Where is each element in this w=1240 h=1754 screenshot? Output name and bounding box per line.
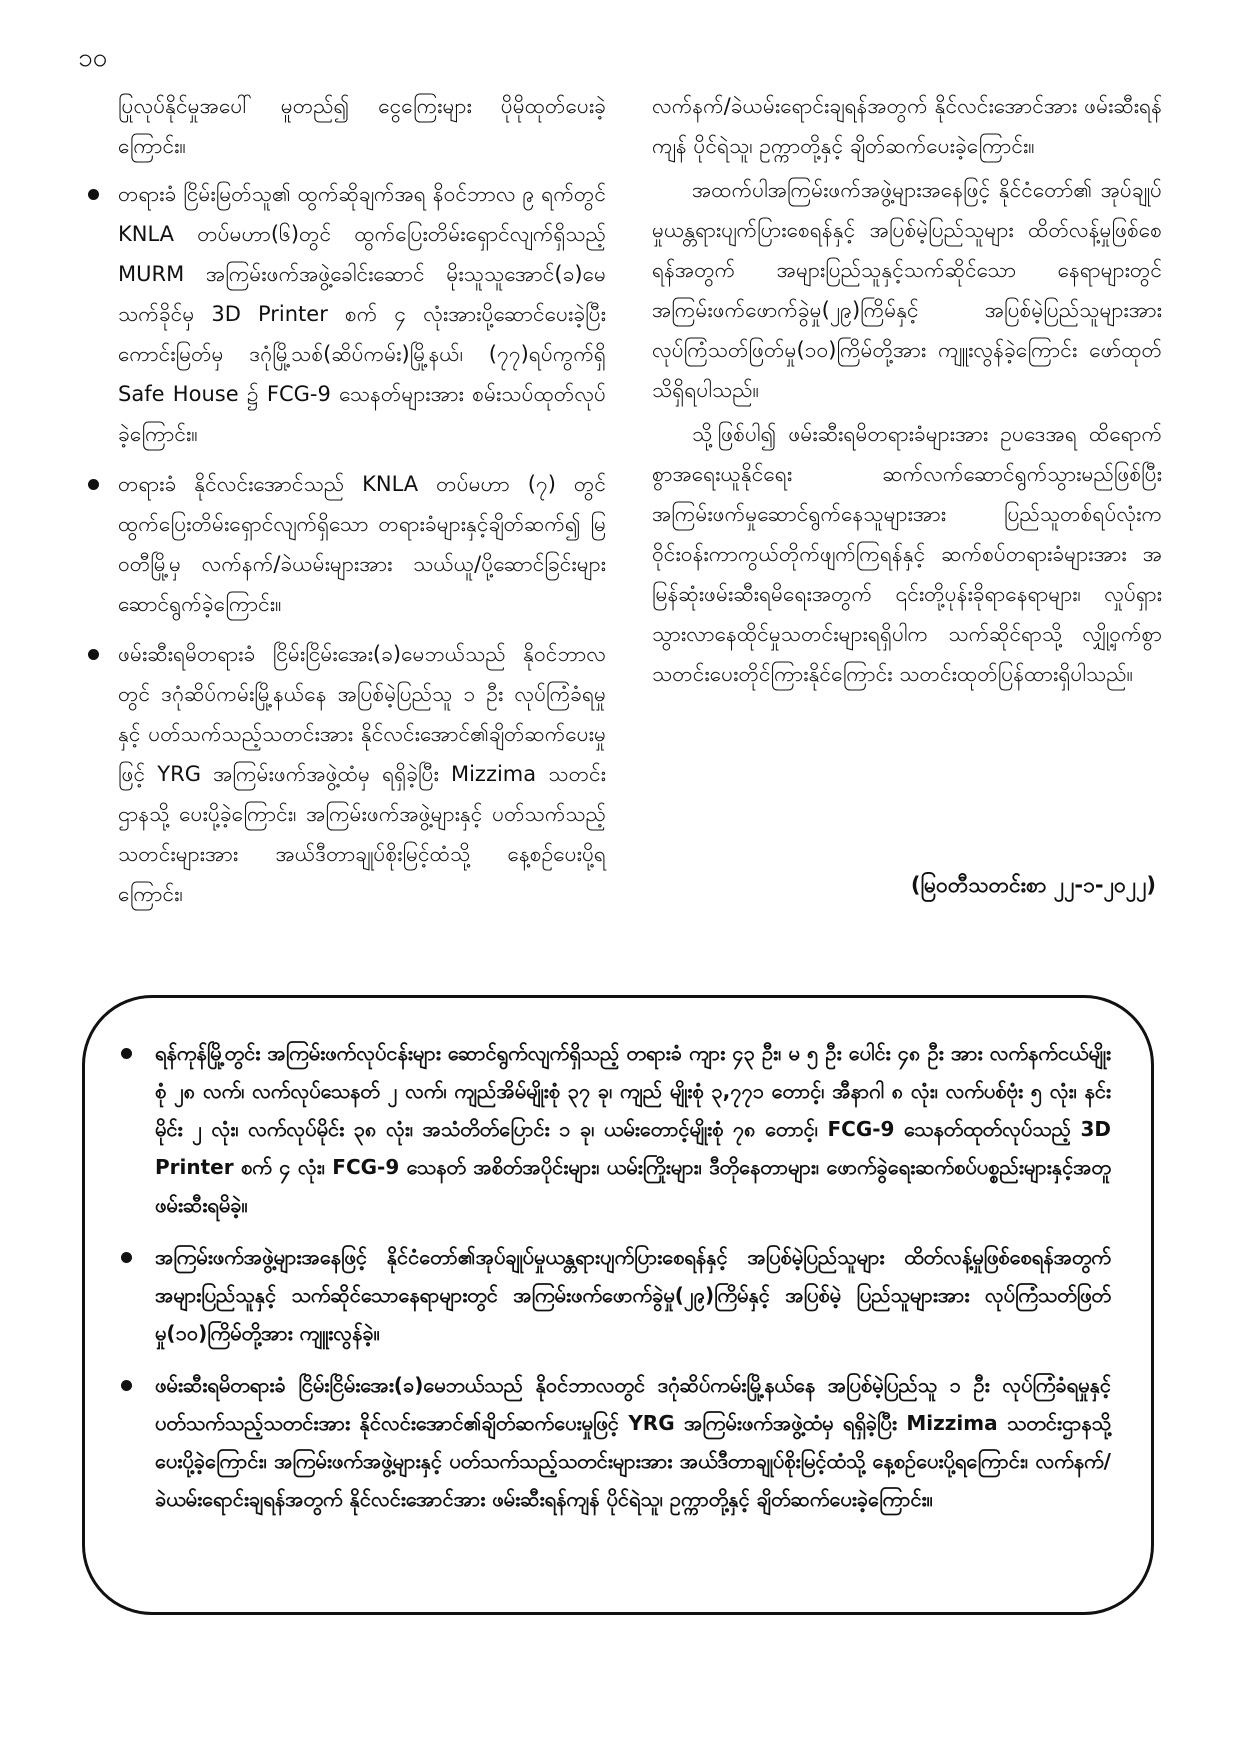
list-item xyxy=(155,1366,1111,1518)
bullet-icon xyxy=(88,189,99,200)
list-item xyxy=(155,1034,1111,1224)
right-column xyxy=(652,86,1162,698)
list-item xyxy=(96,174,606,454)
list-item xyxy=(96,464,606,624)
summary-box xyxy=(82,995,1154,1615)
source-citation: (မြဝတီသတင်းစာ ၂၂-၁-၂၀၂၂) xyxy=(910,873,1156,897)
intro-continuation: ပြုလုပ်နိုင်မှုအပေါ် မူတည်၍ ငွေကြေးများ ပိုမိုထုတ်ပေးခဲ့ကြောင်း။ xyxy=(118,94,606,158)
left-bullet-list xyxy=(96,174,606,914)
page-number: ၁၀ xyxy=(78,43,108,73)
summary-bullet-list xyxy=(155,1034,1111,1518)
bullet-text: ရန်ကုန်မြို့တွင်း အကြမ်းဖက်လုပ်ငန်းများ ဆောင်ရွက်လျက်ရှိသည့် တရားခံ ကျား ၄၃ ဦး၊ မ ၅ ဦး ပေါင်း ၄၈ ဦး အား လက်နက်ငယ်မျိုးစုံ ၂၈ လက်၊ လက်လုပ်သေနတ် ၂ လက်၊ ကျည်အိမ်မျိုးစုံ ၃၇ ခု၊ ကျည် မျိုးစုံ ၃,၇၇၁ တောင့်၊ အီနာဂါ ၈ လုံး၊ လက်ပစ်ဗုံး ၅ လုံး၊ နင်းမိုင်း ၂ လုံး၊ လက်လုပ်မိုင်း ၃၈ လုံး၊ အသံတိတ်ပြောင်း ၁ ခု၊ ယမ်းတောင့်မျိုးစုံ ၇၈ တောင့်၊ FCG-9 သေနတ်ထုတ်လုပ်သည့် 3D Printer စက် ၄ လုံး၊ FCG-9 သေနတ် အစိတ်အပိုင်းများ၊ ယမ်းကြိုးများ၊ ဒီတိုနေတာများ၊ ဖောက်ခွဲရေးဆက်စပ်ပစ္စည်းများနှင့်အတူ ဖမ်းဆီးရမိခဲ့။ xyxy=(155,1041,1111,1217)
bullet-text: တရားခံ နိုင်လင်းအောင်သည် KNLA တပ်မဟာ (၇) တွင် ထွက်ပြေးတိမ်းရှောင်လျက်ရှိသော တရားခံများနှင့်ချိတ်ဆက်၍ မြဝတီမြို့မှ လက်နက်/ခဲယမ်းများအား သယ်ယူ/ပို့ဆောင်ခြင်းများ ဆောင်ရွက်ခဲ့ကြောင်း။ xyxy=(118,472,606,616)
bullet-icon xyxy=(88,479,99,490)
bullet-text: တရားခံ ငြိမ်းမြတ်သူ၏ ထွက်ဆိုချက်အရ နိဝင်ဘာလ ၉ ရက်တွင် KNLA တပ်မဟာ(၆)တွင် ထွက်ပြေးတိမ်းရှောင်လျက်ရှိသည့် MURM အကြမ်းဖက်အဖွဲ့ခေါင်းဆောင် မိုးသူသူအောင်(ခ)မေသက်ခိုင်မှ 3D Printer စက် ၄ လုံးအားပို့ဆောင်ပေးခဲ့ပြီး ကောင်းမြတ်မှ ဒဂုံမြို့သစ်(ဆိပ်ကမ်း)မြို့နယ်၊ (၇၇)ရပ်ကွက်ရှိ Safe House ၌ FCG-9 သေနတ်များအား စမ်းသပ်ထုတ်လုပ်ခဲ့ကြောင်း။ xyxy=(118,182,606,446)
paragraph: အထက်ပါအကြမ်းဖက်အဖွဲ့များအနေဖြင့် နိုင်ငံတော်၏ အုပ်ချုပ်မှုယန္တရားပျက်ပြားစေရန်နှင့် အပြစ်မဲ့ပြည်သူများ ထိတ်လန့်မှုဖြစ်စေရန်အတွက် အများပြည်သူနှင့်သက်ဆိုင်သော နေရာများတွင် အကြမ်းဖက်ဖောက်ခွဲမှု(၂၉)ကြိမ်နှင့် အပြစ်မဲ့ပြည်သူများအား လုပ်ကြံသတ်ဖြတ်မှု(၁၀)ကြိမ်တို့အား ကျူးလွန်ခဲ့ကြောင်း ဖော်ထုတ်သိရှိရပါသည်။ xyxy=(652,178,1162,402)
bullet-icon xyxy=(121,1252,132,1263)
article-columns xyxy=(96,86,1166,946)
bullet-icon xyxy=(88,649,99,660)
bullet-text: ဖမ်းဆီးရမိတရားခံ ငြိမ်းငြိမ်းအေး(ခ)မေဘယ်သည် နိုဝင်ဘာလတွင် ဒဂုံဆိပ်ကမ်းမြို့နယ်နေ အပြစ်မဲ့ပြည်သူ ၁ ဦး လုပ်ကြံခံရမှုနှင့် ပတ်သက်သည့်သတင်းအား နိုင်လင်းအောင်၏ချိတ်ဆက်ပေးမှုဖြင့် YRG အကြမ်းဖက်အဖွဲ့ထံမှ ရရှိခဲ့ပြီး Mizzima သတင်းဌာနသို့ ပေးပို့ခဲ့ကြောင်း၊ အကြမ်းဖက်အဖွဲ့များနှင့် ပတ်သက်သည့်သတင်းများအား အယ်ဒီတာချုပ်စိုးမြင့်ထံသို့ နေ့စဉ်ပေးပို့ရကြောင်း၊ လက်နက်/ခဲယမ်းရောင်းချရန်အတွက် နိုင်လင်းအောင်အား ဖမ်းဆီးရန်ကျန် ပိုင်ရဲသူ၊ ဥက္ကာတို့နှင့် ချိတ်ဆက်ပေးခဲ့ကြောင်း။ xyxy=(155,1373,1111,1511)
list-item xyxy=(96,634,606,914)
left-column xyxy=(96,86,606,924)
bullet-text: အကြမ်းဖက်အဖွဲ့များအနေဖြင့် နိုင်ငံတော်၏အုပ်ချုပ်မှုယန္တရားပျက်ပြားစေရန်နှင့် အပြစ်မဲ့ပြည်သူများ ထိတ်လန့်မှုဖြစ်စေရန်အတွက် အများပြည်သူနှင့် သက်ဆိုင်သောနေရာများတွင် အကြမ်းဖက်ဖောက်ခွဲမှု(၂၉)ကြိမ်နှင့် အပြစ်မဲ့ ပြည်သူများအား လုပ်ကြံသတ်ဖြတ်မှု(၁၀)ကြိမ်တို့အား ကျူးလွန်ခဲ့။ xyxy=(155,1245,1111,1345)
bullet-icon xyxy=(121,1380,132,1391)
bullet-text: ဖမ်းဆီးရမိတရားခံ ငြိမ်းငြိမ်းအေး(ခ)မေဘယ်သည် နိုဝင်ဘာလတွင် ဒဂုံဆိပ်ကမ်းမြို့နယ်နေ အပြစ်မဲ့ပြည်သူ ၁ ဦး လုပ်ကြံခံရမှုနှင့် ပတ်သက်သည့်သတင်းအား နိုင်လင်းအောင်၏ချိတ်ဆက်ပေးမှုဖြင့် YRG အကြမ်းဖက်အဖွဲ့ထံမှ ရရှိခဲ့ပြီး Mizzima သတင်းဌာနသို့ ပေးပို့ခဲ့ကြောင်း၊ အကြမ်းဖက်အဖွဲ့များနှင့် ပတ်သက်သည့်သတင်းများအား အယ်ဒီတာချုပ်စိုးမြင့်ထံသို့ နေ့စဉ်ပေးပို့ရကြောင်း၊ xyxy=(118,642,606,906)
bullet-icon xyxy=(121,1048,132,1059)
list-item xyxy=(155,1238,1111,1352)
paragraph: သို့ဖြစ်ပါ၍ ဖမ်းဆီးရမိတရားခံများအား ဥပဒေအရ ထိရောက်စွာအရေးယူနိုင်ရေး ဆက်လက်ဆောင်ရွက်သွားမည်ဖြစ်ပြီး အကြမ်းဖက်မှုဆောင်ရွက်နေသူများအား ပြည်သူတစ်ရပ်လုံးက ဝိုင်းဝန်းကာကွယ်တိုက်ဖျက်ကြရန်နှင့် ဆက်စပ်တရားခံများအား အမြန်ဆုံးဖမ်းဆီးရမိရေးအတွက် ၎င်းတို့ပုန်းခိုရာနေရာများ၊ လှုပ်ရှားသွားလာနေထိုင်မှုသတင်းများရရှိပါက သက်ဆိုင်ရာသို့ လျှို့ဝှက်စွာသတင်းပေးတိုင်ကြားနိုင်ကြောင်း သတင်းထုတ်ပြန်ထားရှိပါသည်။ xyxy=(652,422,1162,686)
right-continuation: လက်နက်/ခဲယမ်းရောင်းချရန်အတွက် နိုင်လင်းအောင်အား ဖမ်းဆီးရန်ကျန် ပိုင်ရဲသူ၊ ဥက္ကာတို့နှင့် ချိတ်ဆက်ပေးခဲ့ကြောင်း။ xyxy=(652,94,1162,158)
